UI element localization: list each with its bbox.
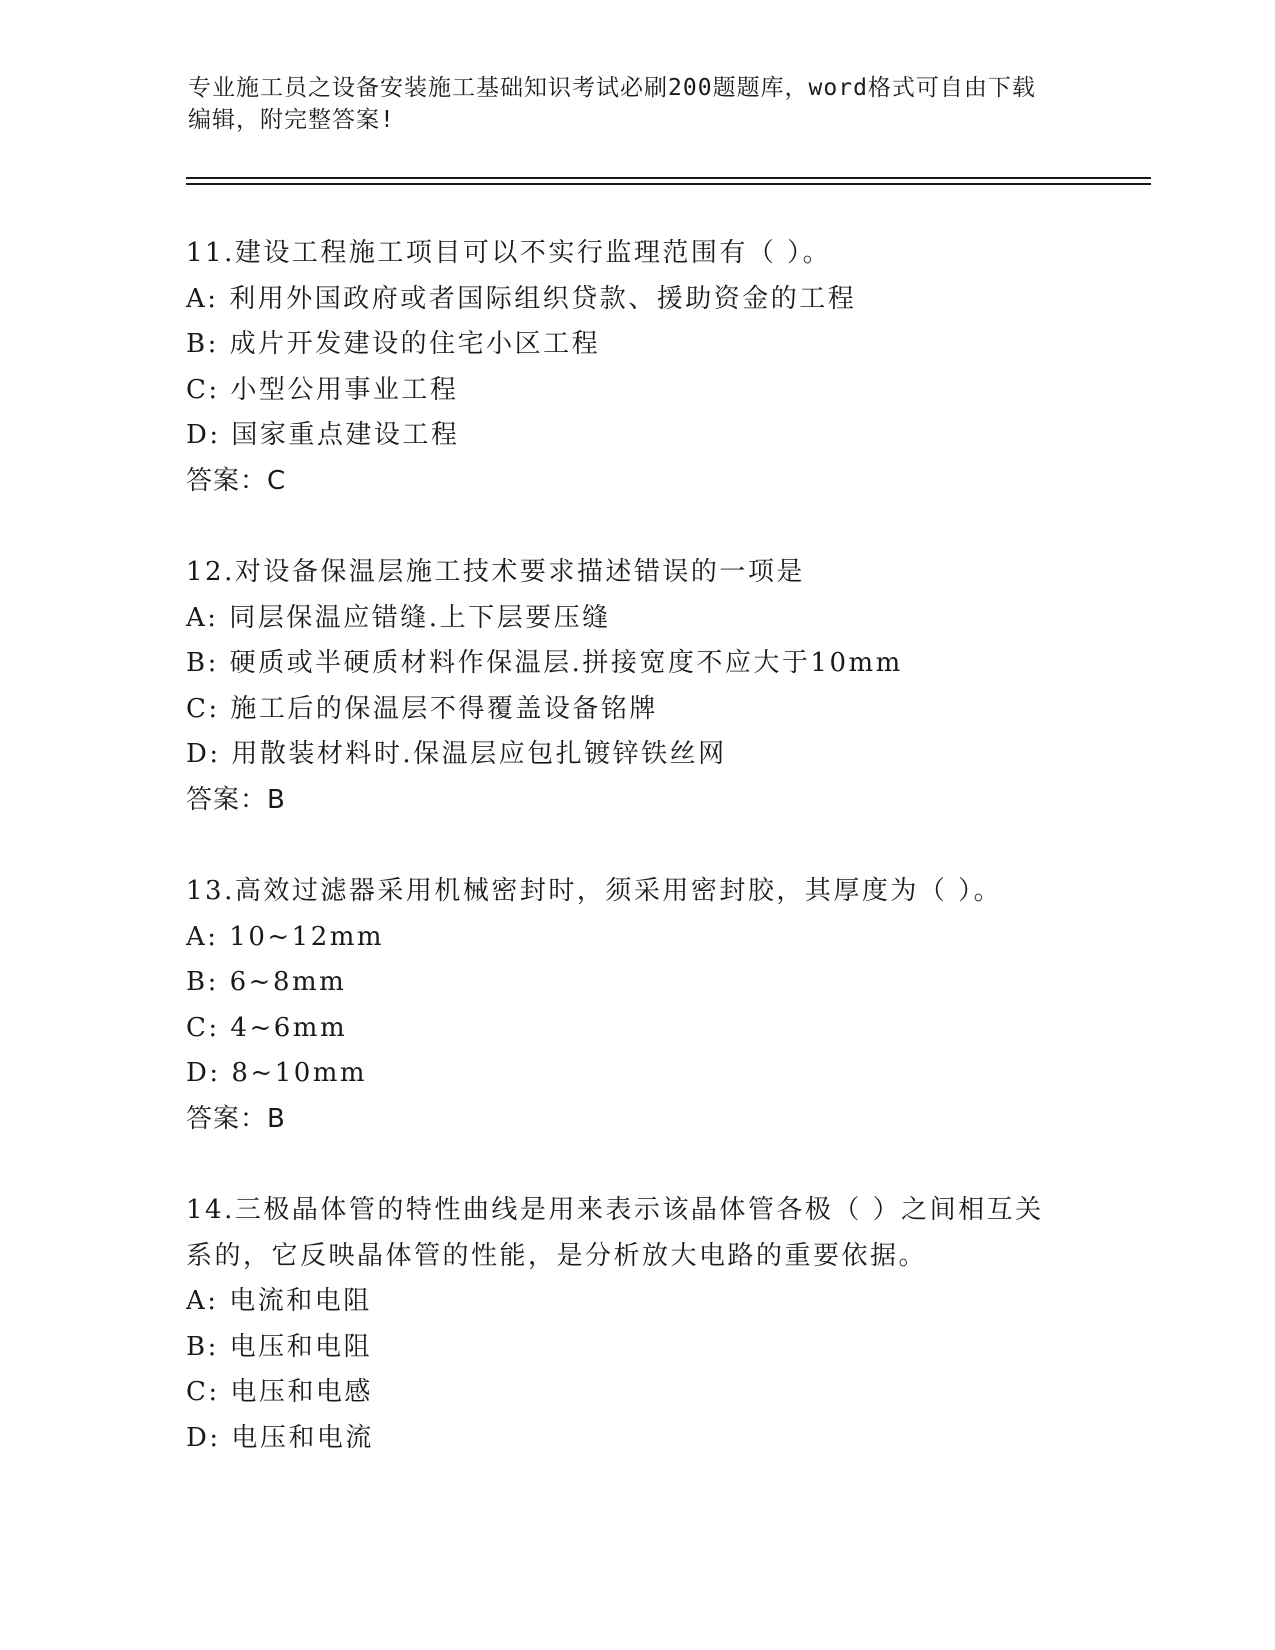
- header-title-line-1: 专业施工员之设备安装施工基础知识考试必刷200题题库，word格式可自由下载: [188, 75, 1036, 101]
- option-b: B: 成片开发建设的住宅小区工程: [186, 329, 601, 359]
- option-c: C: 小型公用事业工程: [186, 374, 459, 405]
- header-title-line-2: 编辑，附完整答案!: [188, 107, 395, 133]
- question-14: [186, 1188, 1146, 1461]
- answer-line: 答案：C: [186, 465, 287, 496]
- option-b: B: 硬质或半硬质材料作保温层.拼接宽度不应大于10mm: [186, 648, 903, 678]
- answer-line: 答案：B: [186, 1103, 286, 1134]
- question-stem: [186, 1188, 1146, 1279]
- option-c: C: 4~6mm: [186, 1012, 348, 1043]
- question-stem-line: 13.高效过滤器采用机械密封时，须采用密封胶，其厚度为（ ）。: [186, 876, 1003, 906]
- question-13: [186, 869, 1146, 1142]
- option-d: D: 电压和电流: [186, 1422, 374, 1453]
- option-c: C: 施工后的保温层不得覆盖设备铭牌: [186, 693, 658, 724]
- question-stem: [186, 550, 1146, 596]
- question-11: [186, 231, 1146, 504]
- question-stem: [186, 869, 1146, 915]
- option-a: A: 利用外国政府或者国际组织贷款、援助资金的工程: [186, 283, 857, 314]
- question-stem: [186, 231, 1146, 277]
- header-divider-bottom: [186, 183, 1151, 185]
- question-stem-line: 系的，它反映晶体管的性能，是分析放大电路的重要依据。: [186, 1240, 928, 1271]
- question-list: [186, 231, 1146, 1507]
- option-b: B: 电压和电阻: [186, 1331, 373, 1362]
- option-a: A: 电流和电阻: [186, 1286, 372, 1316]
- option-d: D: 用散装材料时.保温层应包扎镀锌铁丝网: [186, 739, 727, 769]
- question-stem-line: 12.对设备保温层施工技术要求描述错误的一项是: [186, 557, 805, 587]
- option-c: C: 电压和电感: [186, 1377, 373, 1407]
- document-header: [188, 72, 1088, 136]
- question-stem-line: 11.建设工程施工项目可以不实行监理范围有（ ）。: [186, 238, 832, 268]
- option-a: A: 同层保温应错缝.上下层要压缝: [186, 602, 611, 633]
- option-a: A: 10~12mm: [186, 921, 385, 952]
- option-d: D: 国家重点建设工程: [186, 420, 460, 450]
- answer-line: 答案：B: [186, 784, 286, 815]
- option-b: B: 6~8mm: [186, 967, 347, 997]
- question-12: [186, 550, 1146, 823]
- option-d: D: 8~10mm: [186, 1058, 368, 1088]
- header-divider-top: [186, 177, 1151, 179]
- question-stem-line: 14.三极晶体管的特性曲线是用来表示该晶体管各极（ ）之间相互关: [186, 1195, 1044, 1225]
